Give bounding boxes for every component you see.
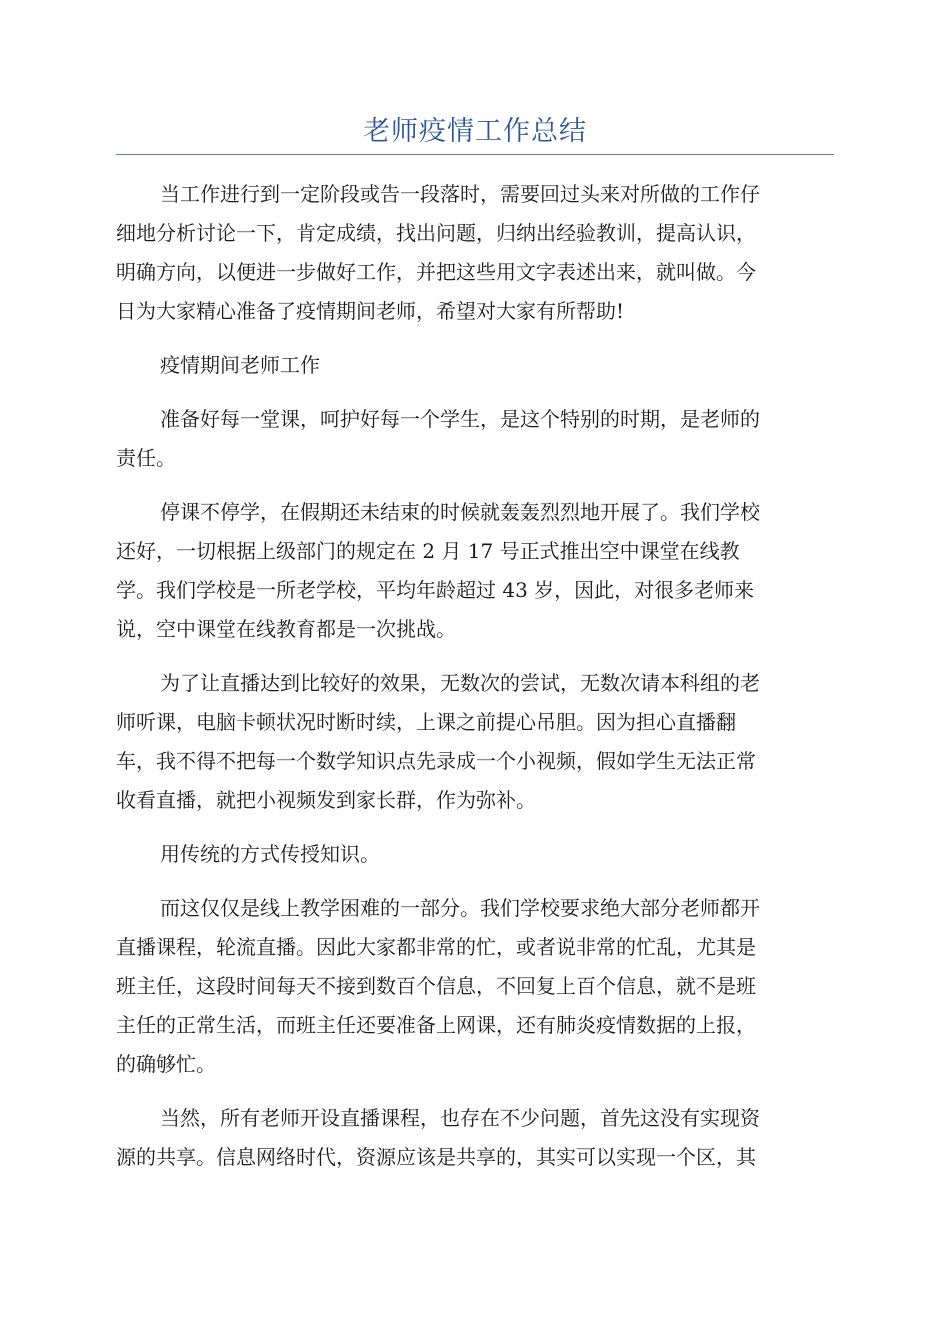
text-line: 主任的正常生活，而班主任还要准备上网课，还有肺炎疫情数据的上报， (116, 1013, 756, 1037)
document-title: 老师疫情工作总结 (363, 116, 587, 147)
text-line: 责任。 (116, 446, 176, 470)
paragraph-heading (116, 346, 834, 385)
paragraph-intro (116, 175, 834, 331)
paragraph-online-teaching (116, 493, 834, 649)
paragraph-traditional (116, 835, 834, 874)
text-line: 停课不停学，在假期还未结束的时候就轰轰烈烈地开展了。我们学校 (160, 500, 760, 524)
text-line: 班主任，这段时间每天不接到数百个信息，不回复上百个信息，就不是班 (116, 974, 756, 998)
text-line: 当工作进行到一定阶段或告一段落时，需要回过头来对所做的工作仔 (160, 182, 760, 206)
text-line: 为了让直播达到比较好的效果，无数次的尝试，无数次请本科组的老 (160, 671, 760, 695)
text-line: 直播课程，轮流直播。因此大家都非常的忙，或者说非常的忙乱，尤其是 (116, 935, 756, 959)
text-line: 师听课，电脑卡顿状况时断时续，上课之前提心吊胆。因为担心直播翻 (116, 710, 736, 734)
text-line: 说，空中课堂在线教育都是一次挑战。 (116, 617, 456, 641)
paragraph-problems (116, 1099, 834, 1177)
paragraph-live-broadcast (116, 664, 834, 820)
text-line: 收看直播，就把小视频发到家长群，作为弥补。 (116, 788, 536, 812)
text-line: 车，我不得不把每一个数学知识点先录成一个小视频，假如学生无法正常 (116, 749, 756, 773)
text-line: 源的共享。信息网络时代，资源应该是共享的，其实可以实现一个区，其 (116, 1145, 756, 1169)
text-line: 学。我们学校是一所老学校，平均年龄超过 43 岁，因此，对很多老师来 (116, 578, 755, 602)
text-line: 日为大家精心准备了疫情期间老师，希望对大家有所帮助! (116, 299, 625, 323)
text-line: 细地分析讨论一下，肯定成绩，找出问题，归纳出经验教训，提高认识， (116, 221, 756, 245)
text-line: 还好，一切根据上级部门的规定在 2 月 17 号正式推出空中课堂在线教 (116, 539, 740, 563)
text-line: 当然，所有老师开设直播课程，也存在不少问题，首先这没有实现资 (160, 1106, 760, 1130)
text-line: 用传统的方式传授知识。 (160, 842, 380, 866)
document-body (116, 175, 834, 1192)
text-line: 的确够忙。 (116, 1052, 216, 1076)
paragraph-responsibility (116, 400, 834, 478)
text-line: 准备好每一堂课，呵护好每一个学生，是这个特别的时期，是老师的 (160, 407, 760, 431)
text-line: 明确方向，以便进一步做好工作，并把这些用文字表述出来，就叫做。今 (116, 260, 756, 284)
text-line: 而这仅仅是线上教学困难的一部分。我们学校要求绝大部分老师都开 (160, 896, 760, 920)
title-underline (116, 154, 834, 155)
paragraph-difficulties (116, 889, 834, 1084)
text-line: 疫情期间老师工作 (160, 353, 320, 377)
